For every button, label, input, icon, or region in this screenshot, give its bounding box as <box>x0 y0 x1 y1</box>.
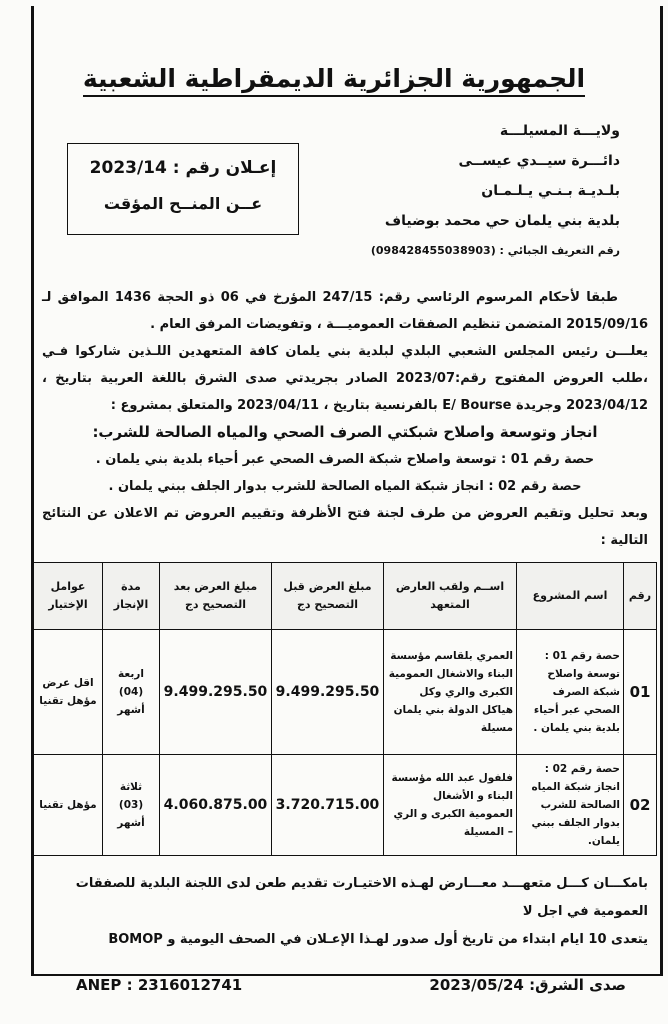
col-amount-before: مبلغ العرض قبل التصحيح دج <box>272 563 384 630</box>
appeal-line-1: بامكـــان كـــل متعهـــد معـــارض لهـذه الاختيـارت تقديم طعن لدى اللجنة البلدية للصفقات العمومية في اجل لا <box>75 876 648 919</box>
cell-criteria: مؤهل تقنيا <box>34 755 103 856</box>
cell-amount-before: 9.499.295.50 <box>272 630 384 755</box>
cell-amount-after: 4.060.875.00 <box>160 755 272 856</box>
cell-number: 01 <box>624 630 657 755</box>
address: بلدية بني يلمان حي محمد بوضياف <box>384 213 620 229</box>
cell-bidder: فلفول عبد الله مؤسسة البناء و الأشغال العمومية الكبرى و الري – المسيلة <box>384 755 517 856</box>
cell-project: حصة رقم 02 : انجاز شبكة المياه الصالحة للشرب بدوار الجلف ببني يلمان. <box>517 755 624 856</box>
cell-duration: اربعة (04) أشهر <box>103 630 160 755</box>
commune: بلـديـة بـنـي يـلـمـان <box>481 183 620 199</box>
tax-id: رقم التعريف الجبائي : (098428455038903) <box>370 244 620 257</box>
col-criteria: عوامل الإختيار <box>34 563 103 630</box>
announcement: يعلـــن رئيس المجلس الشعبي البلدي لبلدية بني يلمان كافة المتعهدين اللـذين شاركوا فـي ،طلب العروض المفتوح رقم:2023/07 الصادر بجريدتي صدى الشرق باللغة العربية بتاريخ ، 2023/04/12 وجريدة E/ Bourse بالفرنسية بتاريخ ، 2023/04/11 والمتعلق بمشروع : <box>42 344 648 413</box>
title-text: الجمهورية الجزائرية الديمقراطية الشعبية <box>83 64 585 97</box>
table-row <box>34 630 657 755</box>
cell-duration: ثلاثة (03) أشهر <box>103 755 160 856</box>
appeal-line-2: يتعدى 10 ايام ابتداء من تاريخ أول صدور لهـذا الإعـلان في الصحف اليومية و BOMOP <box>108 932 648 947</box>
col-project: اسم المشروع <box>517 563 624 630</box>
appeal-notice <box>42 870 648 954</box>
cell-amount-after: 9.499.295.50 <box>160 630 272 755</box>
lot-1: حصة رقم 01 : توسعة واصلاح شبكة الصرف الصحي عبر أحياء بلدية بني يلمان . <box>95 452 595 467</box>
cell-criteria: اقل عرض مؤهل تقنيا <box>34 630 103 755</box>
col-duration: مدة الإنجاز <box>103 563 160 630</box>
legal-basis: طبقا لأحكام المرسوم الرئاسي رقم: 247/15 المؤرخ في 06 ذو الحجة 1436 الموافق لـ 2015/09/16 المتضمن تنظيم الصفقات العموميـــة ، وتفويضات المرفق العام . <box>42 290 648 332</box>
col-number: رقم <box>624 563 657 630</box>
col-bidder: اســم ولقب العارض المتعهد <box>384 563 517 630</box>
notice-subject: عــن المنــح المؤقت <box>103 194 263 213</box>
cell-bidder: العمري بلقاسم مؤسسة البناء والاشغال العمومية الكبرى والري وكل هياكل الدولة بني يلمان مسيلة <box>384 630 517 755</box>
results-table <box>33 562 657 856</box>
wilaya: ولايـــة المسيلـــة <box>499 123 620 139</box>
results-intro: وبعد تحليل وتقيم العروض من طرف لجنة فتح الأظرفة وتقييم العروض تم الاعلان عن النتائج التالية : <box>42 506 648 548</box>
table-header <box>34 563 657 630</box>
newspaper-date: صدى الشرق: 2023/05/24 <box>429 976 626 994</box>
cell-amount-before: 3.720.715.00 <box>272 755 384 856</box>
project-title: انجاز وتوسعة واصلاح شبكتي الصرف الصحي والمياه الصالحة للشرب: <box>92 423 598 441</box>
daira: دائـــرة سيــدي عيســى <box>458 153 620 169</box>
table-row <box>34 755 657 856</box>
footer <box>0 976 668 1000</box>
notice-number: إعـلان رقم : 2023/14 <box>89 158 277 178</box>
col-amount-after: مبلغ العرض بعد التصحيح دج <box>160 563 272 630</box>
lot-2: حصة رقم 02 : انجاز شبكة المياه الصالحة للشرب بدوار الجلف ببني يلمان . <box>108 479 582 494</box>
notice-body <box>42 284 648 554</box>
cell-project: حصة رقم 01 : توسعة واصلاح شبكة الصرف الصحي عبر أحياء بلدية بني يلمان . <box>517 630 624 755</box>
anep-reference: ANEP : 2316012741 <box>76 976 243 994</box>
cell-number: 02 <box>624 755 657 856</box>
